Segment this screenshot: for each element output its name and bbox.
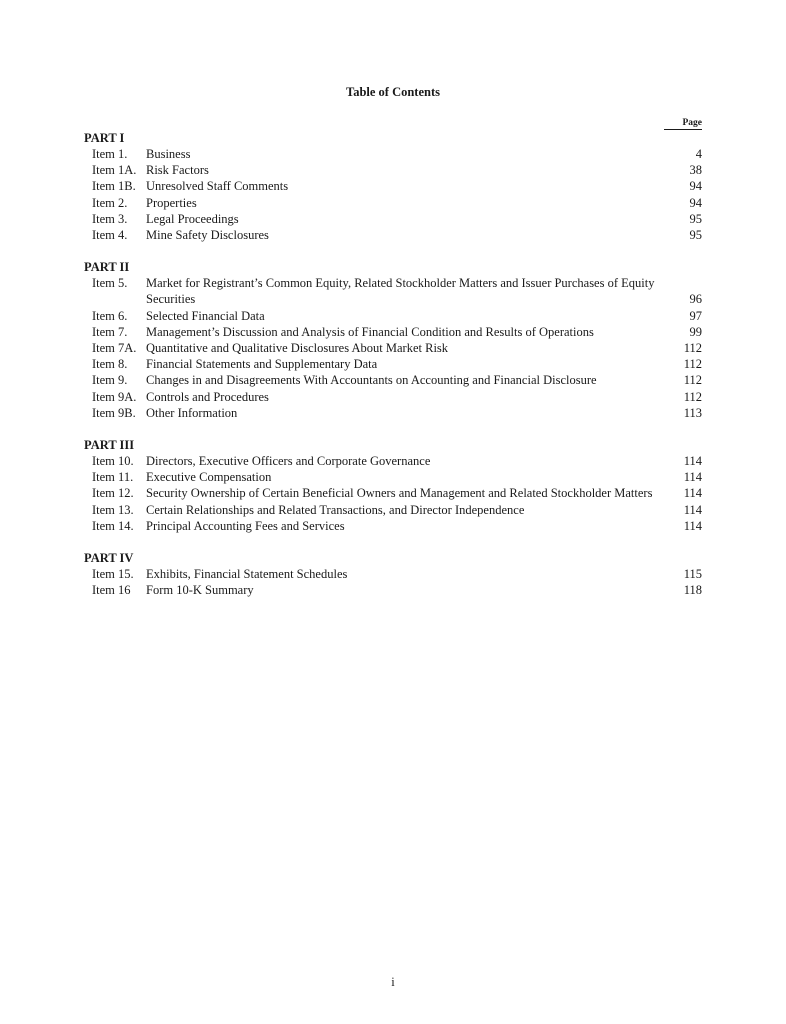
item-number: Item 7. [92,324,128,339]
toc-item[interactable] [84,566,704,582]
toc-item[interactable] [84,178,704,194]
toc-item[interactable] [84,146,704,162]
item-page-number: 112 [683,341,702,356]
toc-item[interactable] [84,485,704,501]
toc-item[interactable] [84,324,704,340]
toc-item[interactable] [84,356,704,372]
item-number: Item 10. [92,454,134,469]
toc-item[interactable] [84,308,704,324]
item-number: Item 8. [92,357,128,372]
item-title: Executive Compensation [146,470,272,485]
toc-item[interactable] [84,211,704,227]
toc-item[interactable] [84,162,704,178]
item-title: Selected Financial Data [146,308,265,323]
item-number: Item 1. [92,147,128,161]
item-number: Item 9A. [92,389,137,404]
item-title: Other Information [146,405,238,420]
item-title: Changes in and Disagreements With Accountants on Accounting and Financial Disclosure [146,373,597,388]
toc-item[interactable] [84,502,704,518]
item-page-number: 99 [689,324,702,339]
item-number: Item 7A. [92,341,137,356]
item-title: Management’s Discussion and Analysis of Financial Condition and Results of Operations [146,324,594,339]
item-page-number: 113 [683,405,702,420]
table-of-contents [84,130,704,598]
item-page-number: 97 [689,308,702,323]
toc-part [84,550,704,598]
toc-part [84,259,704,421]
part-title: PART IV [84,551,134,566]
toc-item[interactable] [84,340,704,356]
item-title: Business [146,147,191,161]
item-number: Item 1B. [92,179,136,194]
item-page-number: 114 [683,486,702,501]
toc-item[interactable] [84,469,704,485]
item-title: Risk Factors [146,163,209,178]
item-page-number: 4 [695,147,702,161]
item-page-number: 114 [683,502,702,517]
item-page-number: 114 [683,454,702,469]
toc-item[interactable] [84,275,704,307]
item-number: Item 12. [92,486,134,501]
item-page-number: 94 [689,195,702,210]
item-page-number: 94 [689,179,702,194]
item-number: Item 6. [92,308,128,323]
item-page-number: 96 [689,292,702,307]
toc-item[interactable] [84,195,704,211]
item-title: Legal Proceedings [146,211,239,226]
item-number: Item 1A. [92,163,137,178]
item-page-number: 114 [683,518,702,533]
toc-part [84,130,704,243]
toc-item[interactable] [84,518,704,534]
item-title: Security Ownership of Certain Beneficial Owners and Management and Related Stockholder Matters [146,486,653,501]
item-number: Item 9B. [92,405,136,420]
toc-item[interactable] [84,453,704,469]
item-page-number: 38 [689,163,702,178]
toc-item[interactable] [84,227,704,243]
item-number: Item 14. [92,518,134,533]
item-title: Mine Safety Disclosures [146,228,269,243]
item-number: Item 16 [92,583,131,598]
item-title: Controls and Procedures [146,389,269,404]
item-title: Exhibits, Financial Statement Schedules [146,567,348,582]
item-title: Directors, Executive Officers and Corporate Governance [146,454,431,469]
item-page-number: 112 [683,389,702,404]
item-title: Quantitative and Qualitative Disclosures About Market Risk [146,341,449,356]
item-title: Properties [146,195,197,210]
item-page-number: 95 [689,228,702,243]
item-number: Item 2. [92,195,128,210]
toc-part [84,437,704,534]
footer-page-number: i [391,975,395,989]
item-number: Item 13. [92,502,134,517]
page-column-header: Page [664,117,702,130]
item-number: Item 5. [92,276,128,291]
item-number: Item 4. [92,228,128,243]
part-title: PART I [84,131,125,145]
item-title: Certain Relationships and Related Transactions, and Director Independence [146,502,525,517]
part-title: PART III [84,438,135,453]
item-title: Unresolved Staff Comments [146,179,289,194]
toc-item[interactable] [84,389,704,405]
item-number: Item 11. [92,470,134,485]
part-title: PART II [84,260,130,275]
item-number: Item 15. [92,567,134,582]
item-page-number: 118 [683,583,702,598]
toc-item[interactable] [84,372,704,388]
item-page-number: 114 [683,470,702,485]
item-number: Item 3. [92,211,128,226]
item-title: Market for Registrant’s Common Equity, Related Stockholder Matters and Issuer Purchases of Equity Securities [146,276,655,307]
toc-title: Table of Contents [346,85,440,99]
item-page-number: 95 [689,211,702,226]
toc-item[interactable] [84,405,704,421]
item-number: Item 9. [92,373,128,388]
item-page-number: 112 [683,373,702,388]
item-page-number: 112 [683,357,702,372]
item-page-number: 115 [683,567,702,582]
item-title: Principal Accounting Fees and Services [146,518,345,533]
toc-item[interactable] [84,582,704,598]
item-title: Form 10-K Summary [146,583,254,598]
item-title: Financial Statements and Supplementary Data [146,357,378,372]
